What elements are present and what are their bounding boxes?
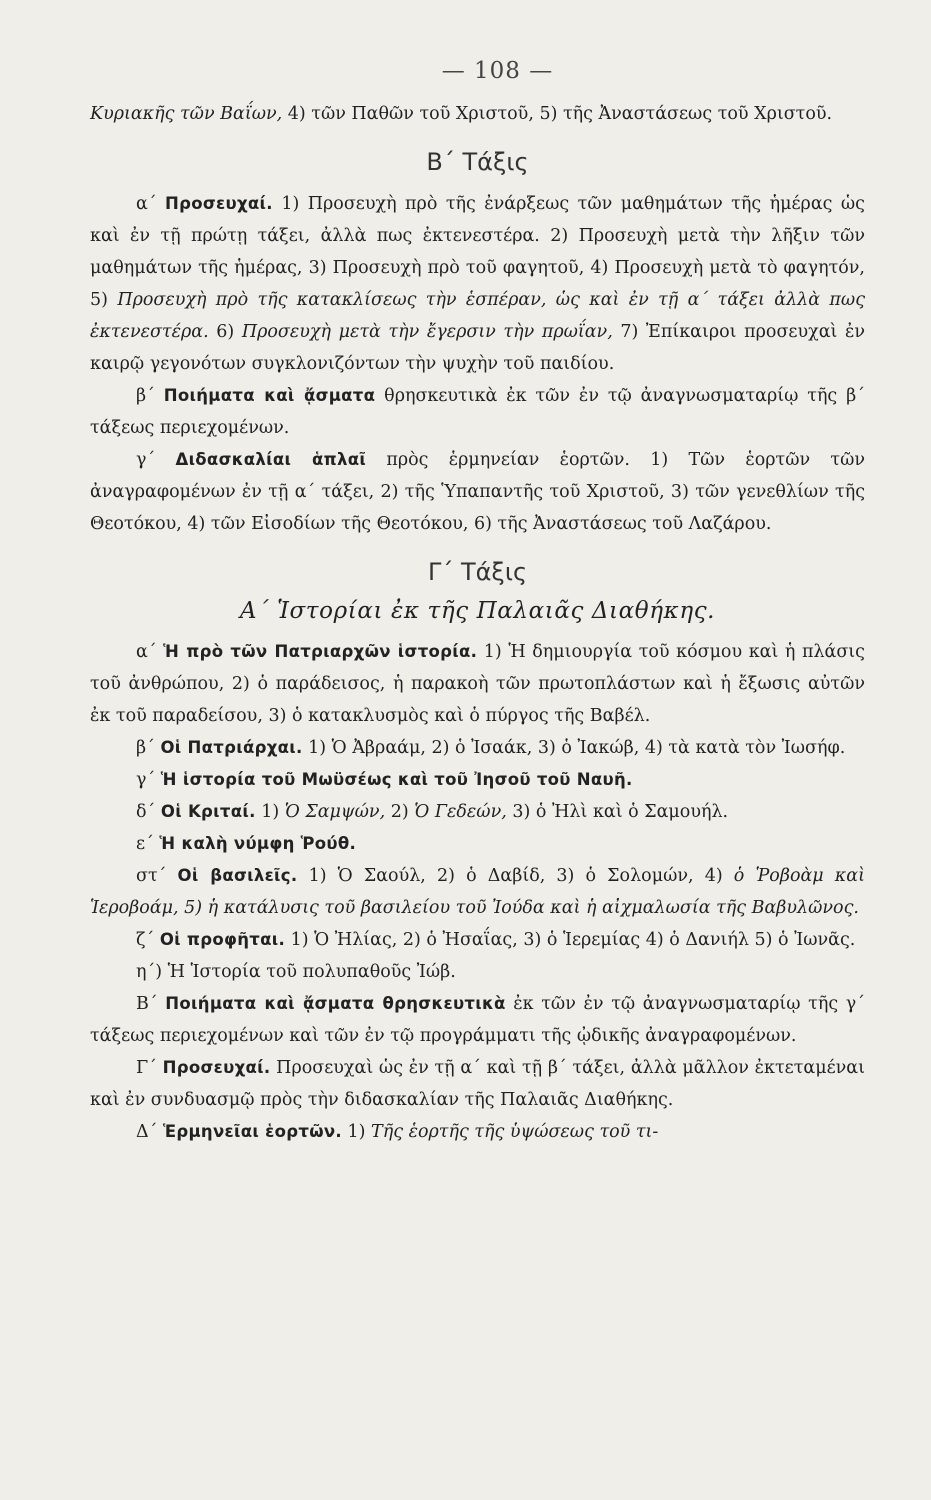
body-text: 7) Ἐπίκαιροι προσευχαὶ ἐν καιρῷ γεγονότων συγκλονιζόντων τὴν ψυχὴν τοῦ παιδίου. <box>90 322 866 374</box>
item-label: α΄ <box>136 194 157 214</box>
item-title: Ἡ πρὸ τῶν Πατριαρχῶν ἱστορία. <box>163 642 478 661</box>
body-text: 1) <box>341 1122 372 1142</box>
italic-text: Κυριακῆς τῶν Βαΐων, <box>90 104 283 124</box>
paragraph-b-a <box>90 188 865 380</box>
italic-text: Ὁ Γεδεών, <box>414 802 507 822</box>
body-text: 3) ὁ Ἠλὶ καὶ ὁ Σαμουήλ. <box>506 802 729 822</box>
item-label: α΄ <box>136 642 157 662</box>
body-text: Ἡ Ἱστορία τοῦ πολυπαθοῦς Ἰώβ. <box>162 962 456 982</box>
item-title: Προσευχαί. <box>162 1058 271 1077</box>
paragraph-c-D <box>90 1116 865 1148</box>
item-title: Οἱ Πατριάρχαι. <box>160 738 303 757</box>
body-text: 4) τῶν Παθῶν τοῦ Χριστοῦ, 5) τῆς Ἀναστάσεως τοῦ Χριστοῦ. <box>282 104 833 124</box>
item-title: Ποιήματα καὶ ᾄσματα <box>163 386 376 405</box>
paragraph-b-c <box>90 444 865 540</box>
paragraph-c-c <box>90 764 865 796</box>
italic-text: ὁ Ῥοβοὰμ καὶ Ἱεροβοάμ, 5) ἡ κατάλυσις τοῦ βασιλείου τοῦ Ἰούδα καὶ ἡ αἰχμαλωσία τῆς Βαβυλῶνος. <box>90 866 865 918</box>
body-text: 1) Ὁ Ἀβραάμ, 2) ὁ Ἰσαάκ, 3) ὁ Ἰακώβ, 4) τὰ κατὰ τὸν Ἰωσήφ. <box>302 738 846 758</box>
item-label: β΄ <box>136 738 155 758</box>
paragraph-c-d <box>90 796 865 828</box>
body-text: 2) <box>385 802 415 822</box>
item-title: Οἱ βασιλεῖς. <box>177 866 298 885</box>
item-title: Οἱ Κριταί. <box>160 802 256 821</box>
item-title: Ἡ καλὴ νύμφη Ῥούθ. <box>159 834 357 853</box>
subsection-heading: Α΄ Ἱστορίαι ἐκ τῆς Παλαιᾶς Διαθήκης. <box>239 598 716 624</box>
paragraph-c-b <box>90 732 865 764</box>
body-text: θρησκευτικὰ ἐκ τῶν ἐν τῷ ἀναγνωσματαρίῳ τῆς β΄ τάξεως περιεχομένων. <box>90 386 865 438</box>
body-text: 1) Προσευχὴ πρὸ τῆς ἐνάρξεως τῶν μαθημάτων τῆς ἡμέρας ὡς καὶ ἐν τῇ πρώτῃ τάξει, ἀλλὰ πως ἐκτενεστέρα. 2) Προσευχὴ μετὰ τὴν λῆξιν τῶν μαθημάτων τῆς ἡμέρας, 3) Προσευχὴ πρὸ τοῦ φαγητοῦ, 4) Προσευχὴ μετὰ τὸ φαγητόν, 5) <box>90 194 865 310</box>
body-text: ἐκ τῶν ἐν τῷ ἀναγνωσματαρίῳ τῆς γ΄ τάξεως περιεχομένων καὶ τῶν ἐν τῷ προγράμματι τῆς ᾠδικῆς ἀναγραφομένων. <box>90 994 865 1046</box>
body-text: 1) Ὁ Σαούλ, 2) ὁ Δαβίδ, 3) ὁ Σολομών, 4) <box>297 866 734 886</box>
item-label: β΄ <box>136 386 155 406</box>
italic-text: Προσευχὴ μετὰ τὴν ἔγερσιν τὴν πρωΐαν, <box>241 322 613 342</box>
body-text: 1) Ἡ δημιουργία τοῦ κόσμου καὶ ἡ πλάσις τοῦ ἀνθρώπου, 2) ὁ παράδεισος, ἡ παρακοὴ τῶν πρωτοπλάστων καὶ ἡ ἔξωσις αὐτῶν ἐκ τοῦ παραδείσου, 3) ὁ κατακλυσμὸς καὶ ὁ πύργος τῆς Βαβέλ. <box>90 642 865 726</box>
item-label: Δ΄ <box>136 1122 158 1142</box>
item-title: Ποιήματα καὶ ᾄσματα θρησκευτικὰ <box>165 994 506 1013</box>
item-label: ζ΄ <box>136 930 155 950</box>
paragraph-c-a <box>90 636 865 732</box>
section-heading-b: Β΄ Τάξις <box>426 148 529 176</box>
body-text: 1) <box>255 802 285 822</box>
item-title: Προσευχαί. <box>165 194 273 213</box>
paragraph-b-b <box>90 380 865 444</box>
paragraph-c-G <box>90 1052 865 1116</box>
item-label: Β΄ <box>136 994 158 1014</box>
body-text: 6) <box>208 322 242 342</box>
item-label: γ΄ <box>136 770 156 790</box>
paragraph-c-g <box>90 924 865 956</box>
page-number: — 108 — <box>441 58 554 84</box>
item-label: στ΄ <box>136 866 167 886</box>
body-text: πρὸς ἑρμηνείαν ἑορτῶν. 1) Τῶν ἑορτῶν τῶν ἀναγραφομένων ἐν τῇ α΄ τάξει, 2) τῆς Ὑπαπαντῆς τοῦ Χριστοῦ, 3) τῶν γενεθλίων τῆς Θεοτόκου, 4) τῶν Εἰσοδίων τῆς Θεοτόκου, 6) τῆς Ἀναστάσεως τοῦ Λαζάρου. <box>90 450 865 534</box>
paragraph-continuation <box>90 98 865 130</box>
section-heading-c: Γ΄ Τάξις <box>427 558 528 586</box>
paragraph-c-f <box>90 860 865 924</box>
italic-text: Ὁ Σαμψών, <box>284 802 386 822</box>
item-title: Ἑρμηνεῖαι ἑορτῶν. <box>162 1122 342 1141</box>
item-label: η΄) <box>136 962 163 982</box>
paragraph-c-e <box>90 828 865 860</box>
italic-text: Τῆς ἑορτῆς τῆς ὑψώσεως τοῦ τι- <box>371 1122 659 1142</box>
item-title: Ἡ ἱστορία τοῦ Μωϋσέως καὶ τοῦ Ἰησοῦ τοῦ Ναυῆ. <box>160 770 633 789</box>
paragraph-c-B <box>90 988 865 1052</box>
item-label: γ΄ <box>136 450 156 470</box>
body-text: Προσευχαὶ ὡς ἐν τῇ α΄ καὶ τῇ β΄ τάξει, ἀλλὰ μᾶλλον ἐκτεταμέναι καὶ ἐν συνδυασμῷ πρὸς τὴν διδασκαλίαν τῆς Παλαιᾶς Διαθήκης. <box>90 1058 865 1110</box>
item-title: Διδασκαλίαι ἁπλαῖ <box>175 450 367 469</box>
item-label: δ΄ <box>136 802 156 822</box>
paragraph-c-h <box>90 956 865 988</box>
item-label: Γ΄ <box>136 1058 157 1078</box>
item-title: Οἱ προφῆται. <box>159 930 286 949</box>
italic-text: Προσευχὴ πρὸ τῆς κατακλίσεως τὴν ἑσπέραν, ὡς καὶ ἐν τῇ α΄ τάξει ἀλλὰ πως ἐκτενεστέρα. <box>90 290 865 342</box>
body-text: 1) Ὁ Ἠλίας, 2) ὁ Ἠσαΐας, 3) ὁ Ἱερεμίας 4) ὁ Δανιήλ 5) ὁ Ἰωνᾶς. <box>285 930 856 950</box>
item-label: ε΄ <box>136 834 154 854</box>
